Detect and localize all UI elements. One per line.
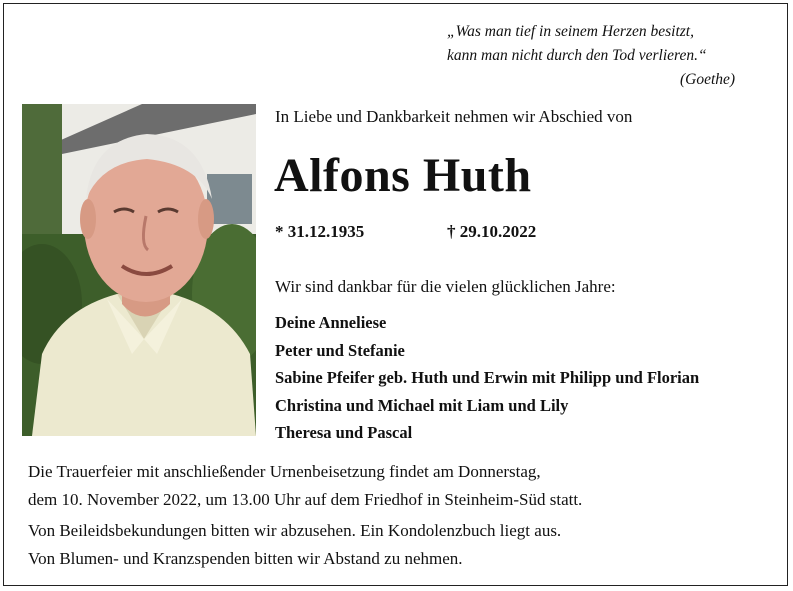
service-line-2: dem 10. November 2022, um 13.00 Uhr auf dem Friedhof in Steinheim-Süd statt.	[28, 490, 583, 509]
list-item: Peter und Stefanie	[275, 340, 405, 360]
notes-line-2: Von Blumen- und Kranzspenden bitten wir Abstand zu nehmen.	[28, 549, 463, 568]
list-item: Sabine Pfeifer geb. Huth und Erwin mit Philipp und Florian	[275, 368, 700, 387]
quote-author: (Goethe)	[680, 71, 736, 88]
notes-line-1: Von Beileidsbekundungen bitten wir abzusehen. Ein Kondolenzbuch liegt aus.	[28, 521, 562, 540]
service-line-1: Die Trauerfeier mit anschließender Urnenbeisetzung findet am Donnerstag,	[28, 462, 541, 481]
mourners-list	[275, 309, 699, 447]
list-item: Deine Anneliese	[275, 313, 387, 332]
obituary-card	[3, 3, 788, 586]
portrait-illustration	[22, 104, 256, 436]
deceased-name: Alfons Huth	[274, 149, 532, 202]
life-dates	[275, 222, 537, 242]
portrait-photo	[22, 104, 256, 436]
list-item: Christina und Michael mit Liam und Lily	[275, 395, 569, 415]
farewell-intro: In Liebe und Dankbarkeit nehmen wir Abschied von	[275, 107, 633, 126]
death-date: † 29.10.2022	[447, 222, 537, 241]
quote-line-2: kann man nicht durch den Tod verlieren.“	[447, 47, 707, 64]
thanks-line: Wir sind dankbar für die vielen glücklichen Jahre:	[275, 277, 616, 296]
list-item: Theresa und Pascal	[275, 423, 413, 442]
quote-line-1: „Was man tief in seinem Herzen besitzt,	[447, 23, 694, 40]
funeral-service-info	[28, 458, 582, 514]
goethe-quote	[447, 20, 767, 92]
condolence-notes	[28, 517, 561, 573]
birth-date: * 31.12.1935	[275, 222, 365, 241]
